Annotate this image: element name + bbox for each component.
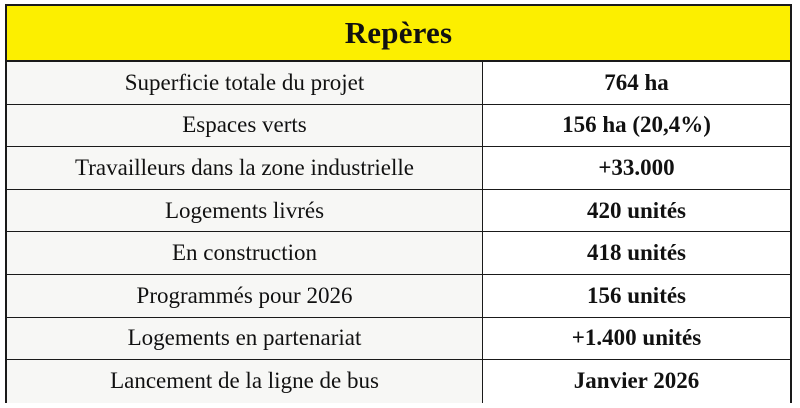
table-row bbox=[7, 105, 790, 148]
table-body bbox=[7, 62, 790, 403]
row-label: Espaces verts bbox=[7, 105, 483, 147]
table-row bbox=[7, 62, 790, 105]
reperes-table bbox=[5, 4, 792, 403]
table-row bbox=[7, 190, 790, 233]
row-label: En construction bbox=[7, 232, 483, 274]
row-value: 420 unités bbox=[483, 190, 790, 232]
row-value: 418 unités bbox=[483, 232, 790, 274]
table-row bbox=[7, 275, 790, 318]
row-label: Logements livrés bbox=[7, 190, 483, 232]
row-value: 764 ha bbox=[483, 62, 790, 104]
row-value: 156 unités bbox=[483, 275, 790, 317]
table-row bbox=[7, 360, 790, 403]
table-title: Repères bbox=[344, 15, 453, 50]
row-label: Superficie totale du projet bbox=[7, 62, 483, 104]
table-row bbox=[7, 318, 790, 361]
row-value: +1.400 unités bbox=[483, 318, 790, 360]
row-label: Programmés pour 2026 bbox=[7, 275, 483, 317]
row-label: Travailleurs dans la zone industrielle bbox=[7, 147, 483, 189]
row-label: Lancement de la ligne de bus bbox=[7, 360, 483, 403]
row-value: 156 ha (20,4%) bbox=[483, 105, 790, 147]
row-value: +33.000 bbox=[483, 147, 790, 189]
row-label: Logements en partenariat bbox=[7, 318, 483, 360]
table-header bbox=[7, 6, 790, 62]
table-row bbox=[7, 232, 790, 275]
row-value: Janvier 2026 bbox=[483, 360, 790, 403]
table-row bbox=[7, 147, 790, 190]
